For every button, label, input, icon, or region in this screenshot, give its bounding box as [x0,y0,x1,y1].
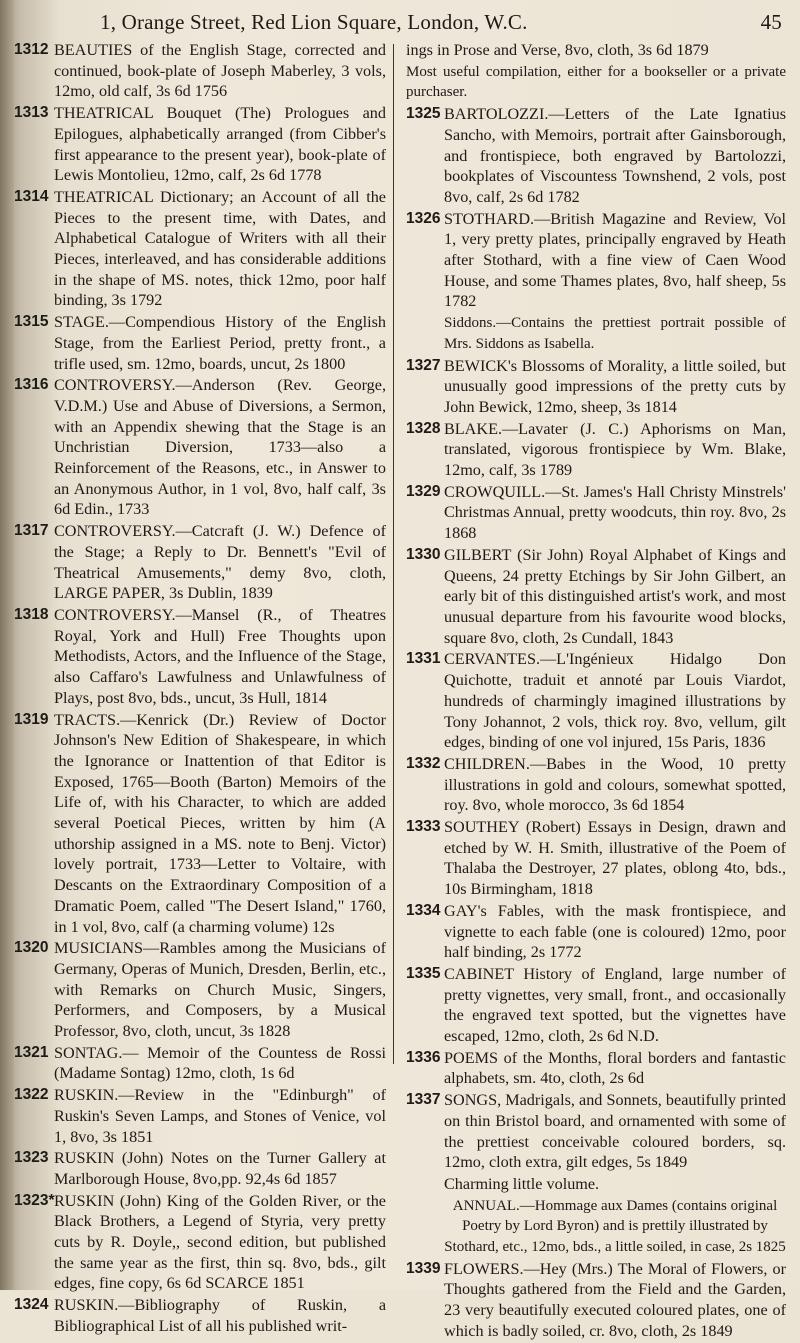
entry-number: 1327 [406,356,441,374]
catalogue-entry [406,817,786,900]
catalogue-entry [406,649,786,753]
catalogue-entry [406,901,786,963]
catalogue-entry [14,375,386,520]
catalogue-entry [406,1174,786,1195]
entry-number: 1322 [14,1086,49,1104]
entry-number: 1329 [406,482,441,500]
entry-text: CABINET History of England, large number of pretty vignettes, very small, front., and occasionally the engraved text spotted, but the vignettes have escaped, 12mo, cloth, 2s 6d N.D. [444,964,786,1046]
entry-note: Siddons.—Contains the prettiest portrait possible of Mrs. Siddons as Isabella. [444,315,786,352]
catalogue-entry [14,1295,386,1336]
catalogue-entry [406,754,786,816]
entry-number: 1320 [14,939,49,957]
right-column [406,40,786,1343]
entry-number: 1316 [14,376,49,394]
entry-text: ings in Prose and Verse, 8vo, cloth, 3s 6d 1879 [406,41,709,59]
catalogue-entry [406,40,786,61]
entry-number: 1335 [406,964,441,982]
entry-number: 1318 [14,605,49,623]
entry-text: BLAKE.—Lavater (J. C.) Aphorisms on Man, translated, vigorous frontispiece by Wm. Blake, 12mo, calf, 3s 1789 [444,419,786,480]
catalogue-entry [14,187,386,311]
catalogue-entry [406,1090,786,1173]
entry-text: BARTOLOZZI.—Letters of the Late Ignatius Sancho, with Memoirs, portrait after Gainsborough, and frontispiece, both engraved by Bartolozzi, bookplates of Viscountess Townshend, 2 vols, post 8vo, calf, 2s 6d 1782 [444,105,786,206]
catalogue-entry [406,482,786,544]
entry-text: RUSKIN (John) King of the Golden River, or the Black Brothers, a Legend of Styria, very pretty cuts by R. Doyle,, second edition, but published the same year as the first, thin sq. 8vo, bds., gilt edges, fine copy, 6s 6d SCARCE 1851 [54,1191,386,1293]
catalogue-entry [14,103,386,186]
catalogue-entry [406,545,786,649]
entry-number: 1326 [406,209,441,227]
column-divider [393,44,394,1064]
entry-text: RUSKIN (John) Notes on the Turner Gallery at Marlborough House, 8vo,pp. 92,4s 6d 1857 [54,1149,386,1188]
entry-text: POEMS of the Months, floral borders and fantastic alphabets, sm. 4to, cloth, 2s 6d [444,1048,786,1088]
catalogue-entry [406,1048,786,1089]
catalogue-entry [406,356,786,418]
entry-text: CONTROVERSY.—Anderson (Rev. George, V.D.M.) Use and Abuse of Diversions, a Sermon, with an Appendix shewing that the Stage is an Unchristian Diversion, 1733—also a Reinforcement of the Reasons, etc., in Answer to an Anonymous Author, in 1 vol, 8vo, half calf, 3s 6d Edin., 1733 [54,376,386,519]
entry-number: 1317 [14,522,49,540]
entry-number: 1339 [406,1259,441,1277]
catalogue-entry [14,938,386,1042]
entry-text: BEAUTIES of the English Stage, corrected and continued, book-plate of Joseph Maberley, 3 vols, 12mo, old calf, 3s 6d 1756 [54,41,386,101]
catalogue-entry [406,419,786,481]
entry-number: 1315 [14,313,49,331]
entry-text: CERVANTES.—L'Ingénieux Hidalgo Don Quichotte, traduit et annoté par Louis Viardot, hundreds of charmingly imagined illustrations by Tony Johannot, 2 vols, thick roy. 8vo, vellum, gilt edges, binding of one vol injured, 15s Paris, 1836 [444,650,786,752]
entry-text: BEWICK's Blossoms of Morality, a little soiled, but unusually good impressions of the pretty cuts by John Bewick, 12mo, sheep, 3s 1814 [444,356,786,416]
entry-text: CONTROVERSY.—Catcraft (J. W.) Defence of the Stage; a Reply to Dr. Bennett's "Evil of Theatrical Amusements," demy 8vo, cloth, LARGE PAPER, 3s Dublin, 1839 [54,522,386,603]
catalogue-entry [406,104,786,208]
page-number: 45 [760,10,782,34]
entry-number: 1331 [406,650,441,668]
entry-number: 1319 [14,710,49,728]
catalogue-entry [14,40,386,102]
catalogue-entry [14,1043,386,1084]
header-address: 1, Orange Street, Red Lion Square, London, W.C. [100,10,528,34]
entry-number: 1337 [406,1091,441,1109]
entry-text: SONTAG.— Memoir of the Countess de Rossi (Madame Sontag) 12mo, cloth, 1s 6d [54,1043,386,1083]
left-column [14,40,386,1338]
entry-number: 1313 [14,104,49,122]
entry-text: CONTROVERSY.—Mansel (R., of Theatres Royal, York and Hull) Free Thoughts upon Methodists, Actors, and the Influence of the Stage, also Caffaro's Lawfulness and Unlawfulness of Plays, post 8vo, bds., uncut, 3s Hull, 1814 [54,605,386,707]
catalogue-entry [406,1259,786,1342]
page-header [100,6,790,40]
entry-number: 1314 [14,187,49,205]
catalogue-entry [406,964,786,1047]
catalogue-note [406,62,786,103]
entry-text: Charming little volume. [444,1174,600,1193]
entry-number: 1325 [406,105,441,123]
catalogue-note [406,313,786,354]
entry-number: 1332 [406,754,441,772]
entry-text: SOUTHEY (Robert) Essays in Design, drawn and etched by W. H. Smith, illustrative of the Poem of Thalaba the Destroyer, 27 plates, oblong 4to, bds., 10s Birmingham, 1818 [444,818,786,899]
entry-text: FLOWERS.—Hey (Mrs.) The Moral of Flowers, or Thoughts gathered from the Field and the Garden, 23 very beautifully executed coloured plates, one of which is badly soiled, cr. 8vo, cloth, 2s 1849 [444,1259,786,1340]
catalogue-entry [14,710,386,938]
entry-number: 1330 [406,545,441,563]
entry-text: RUSKIN.—Bibliography of Ruskin, a Bibliographical List of all his published writ- [54,1296,386,1335]
entry-text: STOTHARD.—British Magazine and Review, Vol 1, very pretty plates, principally engraved by Heath after Stothard, with a fine view of Caen Wood House, and some Thames plates, 8vo, half sheep, 5s 1782 [444,209,786,311]
catalogue-entry [14,1191,386,1295]
catalogue-entry [14,1148,386,1189]
catalogue-entry [14,521,386,604]
entry-text: MUSICIANS—Rambles among the Musicians of Germany, Operas of Munich, Dresden, Berlin, etc., with Remarks on Church Music, Singers, Performers, and Composers, by a Musical Professor, 8vo, cloth, uncut, 3s 1828 [54,939,386,1041]
catalogue-note [406,1196,786,1258]
entry-text: CHILDREN.—Babes in the Wood, 10 pretty illustrations in gold and colours, somewhat spotted, roy. 8vo, whole morocco, 3s 6d 1854 [444,754,786,815]
entry-number: 1321 [14,1043,49,1061]
entry-number: 1334 [406,901,441,919]
catalogue-entry [14,605,386,709]
entry-number: 1312 [14,41,49,58]
entry-text: THEATRICAL Dictionary; an Account of all the Pieces to the present time, with Dates, and Alphabetical Catalogue of Writers with all their Pieces, interleaved, and has considerable additions in the shape of MS. notes, thick 12mo, poor half binding, 3s 1792 [54,187,386,310]
entry-note: ANNUAL.—Hommage aux Dames (contains original Poetry by Lord Byron) and is prettily illustrated by Stothard, etc., 12mo, bds., a little soiled, in case, 2s 1825 [444,1197,786,1256]
entry-text: RUSKIN.—Review in the "Edinburgh" of Ruskin's Seven Lamps, and Stones of Venice, vol 1, 8vo, 3s 1851 [54,1086,386,1146]
entry-number: 1333 [406,818,441,836]
entry-text: STAGE.—Compendious History of the English Stage, from the Earliest Period, pretty front., a trifle used, sm. 12mo, boards, uncut, 2s 1800 [54,313,386,373]
entry-text: GILBERT (Sir John) Royal Alphabet of Kings and Queens, 24 pretty Etchings by Sir John Gilbert, an early bit of this distinguished artist's work, and most unusual departure from his favourite wood blocks, square 8vo, cloth, 2s Cundall, 1843 [444,545,786,647]
page-edge [0,0,14,1290]
entry-text: CROWQUILL.—St. James's Hall Christy Minstrels' Christmas Annual, pretty woodcuts, thin roy. 8vo, 2s 1868 [444,482,786,543]
entry-number: 1336 [406,1048,441,1066]
entry-text: TRACTS.—Kenrick (Dr.) Review of Doctor Johnson's New Edition of Shakespeare, in which the Ignorance or Inattention of that Editor is Exposed, 1765—Booth (Barton) Memoirs of the Life of, with his Character, to which are added several Poetical Pieces, written by him (A uthorship assigned in a MS. note to Benj. Victor) lovely portrait, 1733—Letter to Voltaire, with Descants on the Extraordinary Composition of a Dramatic Poem, called "The Desert Island," 1760, in 1 vol, 8vo, calf (a charming volume) 12s [54,710,386,936]
entry-number: 1324 [14,1296,49,1314]
entry-text: THEATRICAL Bouquet (The) Prologues and Epilogues, alphabetically arranged (from Cibber's first appearance to the present year), book-plate of Lewis Montolieu, 12mo, calf, 2s 6d 1778 [54,104,386,185]
entry-number: 1323 [14,1149,49,1167]
entry-note: Most useful compilation, either for a bookseller or a private purchaser. [406,63,786,101]
catalogue-entry [14,312,386,374]
entry-text: SONGS, Madrigals, and Sonnets, beautifully printed on thin Bristol board, and ornamented with some of the prettiest conceivable coloured borders, sq. 12mo, cloth extra, gilt edges, 5s 1849 [444,1091,786,1172]
entry-number: 1323* [14,1191,55,1209]
entry-number: 1328 [406,419,441,437]
entry-text: GAY's Fables, with the mask frontispiece, and vignette to each fable (one is coloured) 12mo, poor half binding, 2s 1772 [444,901,786,962]
catalogue-entry [406,209,786,313]
catalogue-entry [14,1085,386,1147]
